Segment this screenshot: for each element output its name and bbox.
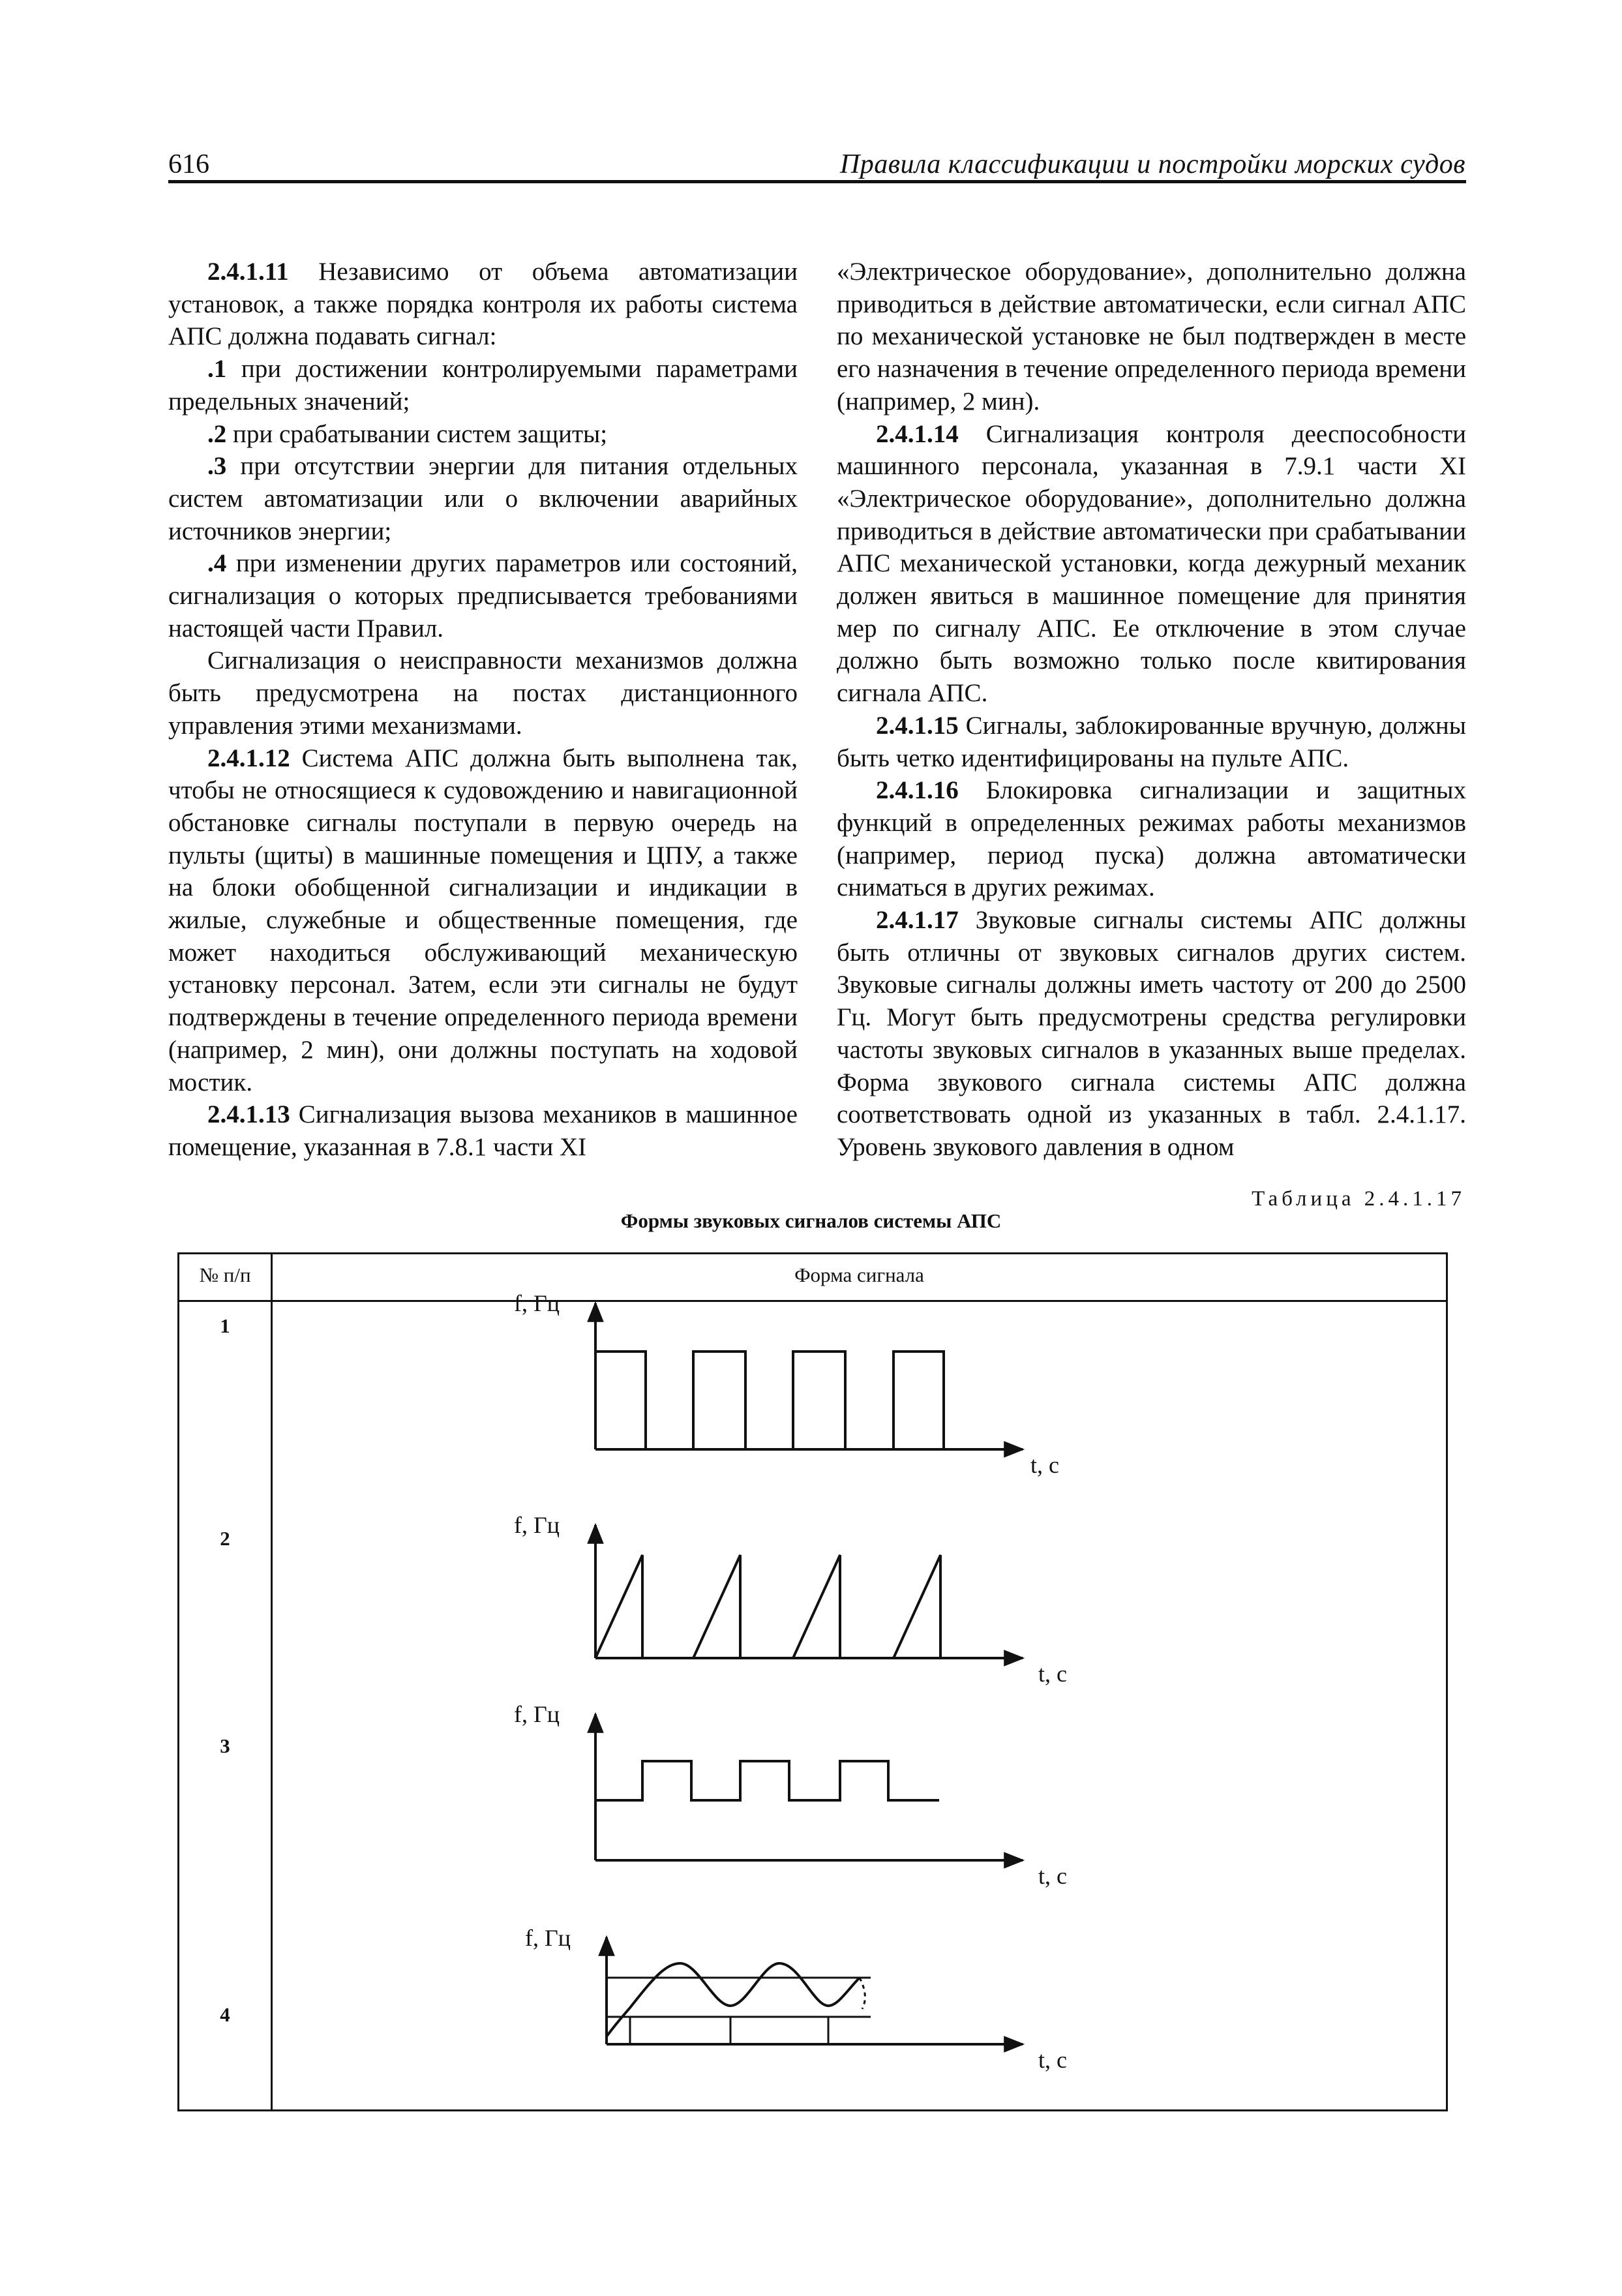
- w3-y-label: f, Гц: [514, 1701, 560, 1727]
- row-number-4: 4: [220, 2003, 230, 2026]
- paragraph-text: Независимо от объема автоматизации установок, а также порядка контроля их работы система АПС должна подавать сигнал:: [168, 258, 798, 351]
- paragraph-text: Сигналы, заблокированные вручную, должны быть четко идентифицированы на пульте АПС.: [837, 711, 1466, 772]
- paragraph: [168, 644, 798, 742]
- signal-forms-table: [177, 1252, 1448, 2111]
- table-label: Таблица 2.4.1.17: [1252, 1187, 1465, 1211]
- paragraph: [168, 353, 798, 417]
- paragraph-text: Блокировка сигнализации и защитных функций в определенных режимах работы механизмов (например, период пуска) должна автоматически сниматься в других режимах.: [837, 776, 1466, 902]
- running-title: Правила классификации и постройки морских судов: [839, 149, 1465, 179]
- paragraph-text: Сигнализация о неисправности механизмов должна быть предусмотрена на постах дистанционного управления этими механизмами.: [168, 646, 798, 740]
- paragraph-number: .2: [207, 419, 227, 448]
- paragraph-text: при достижении контролируемыми параметрами предельных значений;: [168, 355, 798, 415]
- w4-x-label: t, с: [1038, 2047, 1067, 2073]
- paragraph-number: 2.4.1.14: [876, 419, 959, 448]
- w4-y-label: f, Гц: [525, 1925, 571, 1951]
- paragraph-text: Сигнализация контроля дееспособности машинного персонала, указанная в 7.9.1 части XI «Электрическое оборудование», дополнительно должна приводиться в действие автоматически при срабатывании АПС механической установки, когда дежурный механик должен явиться в машинное помещение для принятия мер по сигналу АПС. Ее отключение в этом случае должно быть возможно только после квитирования сигнала АПС.: [837, 419, 1466, 708]
- right-column: [837, 256, 1466, 1164]
- paragraph-text: при изменении других параметров или состояний, сигнализация о которых предписывается требованиями настоящей части Правил.: [168, 549, 798, 642]
- row-number-3: 3: [220, 1734, 230, 1757]
- paragraph-number: .4: [207, 549, 227, 578]
- paragraph-number: 2.4.1.17: [876, 906, 959, 935]
- table-caption: Формы звуковых сигналов системы АПС: [620, 1209, 1002, 1232]
- row-number-1: 1: [220, 1314, 230, 1337]
- paragraph-number: 2.4.1.13: [207, 1100, 290, 1129]
- paragraph: [168, 547, 798, 644]
- paragraph-text: Звуковые сигналы системы АПС должны быть отличны от звуковых сигналов других систем. Звуковые сигналы должны иметь частоту от 200 до 2500 Гц. Могут быть предусмотрены средства регулировки частоты звуковых сигналов в указанных выше пределах. Форма звукового сигнала системы АПС должна соответствовать одной из указанных в табл. 2.4.1.17. Уровень звукового давления в одном: [837, 906, 1466, 1161]
- w1-x-label: t, с: [1030, 1452, 1059, 1478]
- paragraph: [168, 742, 798, 1099]
- paragraph: [168, 1098, 798, 1163]
- table-column-divider: [271, 1254, 273, 2109]
- paragraph: [837, 904, 1466, 1164]
- paragraph: [168, 450, 798, 547]
- paragraph: [168, 418, 798, 451]
- table-header-number: № п/п: [199, 1263, 251, 1286]
- paragraph: [837, 256, 1466, 418]
- paragraph: [837, 710, 1466, 774]
- w3-x-label: t, с: [1038, 1863, 1067, 1889]
- table-header-divider: [179, 1300, 1446, 1302]
- paragraph-number: 2.4.1.16: [876, 776, 959, 805]
- paragraph-number: 2.4.1.12: [207, 744, 290, 772]
- paragraph-text: Сигнализация вызова механиков в машинное помещение, указанная в 7.8.1 части XI: [168, 1100, 798, 1161]
- paragraph-number: 2.4.1.15: [876, 711, 959, 740]
- w2-x-label: t, с: [1038, 1661, 1067, 1687]
- paragraph-number: .3: [207, 452, 227, 481]
- paragraph: [168, 256, 798, 353]
- paragraph: [837, 774, 1466, 904]
- row-number-2: 2: [220, 1527, 230, 1550]
- paragraph-text: при срабатывании систем защиты;: [226, 419, 608, 448]
- paragraph-number: .1: [207, 355, 227, 384]
- paragraph-number: 2.4.1.11: [207, 258, 289, 286]
- header-rule: [168, 180, 1466, 183]
- w1-y-label: f, Гц: [514, 1290, 560, 1316]
- paragraph: [837, 418, 1466, 710]
- w2-y-label: f, Гц: [514, 1512, 560, 1538]
- paragraph-text: «Электрическое оборудование», дополнительно должна приводиться в действие автоматически, если сигнал АПС по механической установке не был подтвержден в месте его назначения в течение определенного периода времени (например, 2 мин).: [837, 258, 1466, 415]
- paragraph-text: Система АПС должна быть выполнена так, чтобы не относящиеся к судовождению и навигационной обстановке сигналы поступали в первую очередь на пульты (щиты) в машинные помещения и ЦПУ, а также на блоки обобщенной сигнализации и индикации в жилые, служебные и общественные помещения, где может находиться обслуживающий механическую установку персонал. Затем, если эти сигналы не будут подтверждены в течение определенного периода времени (например, 2 мин), они должны поступать на ходовой мостик.: [168, 744, 798, 1096]
- table-header-form: Форма сигнала: [794, 1263, 924, 1286]
- page-number: 616: [168, 149, 209, 179]
- paragraph-text: при отсутствии энергии для питания отдельных систем автоматизации или о включении аварийных источников энергии;: [168, 452, 798, 545]
- left-column: [168, 256, 798, 1164]
